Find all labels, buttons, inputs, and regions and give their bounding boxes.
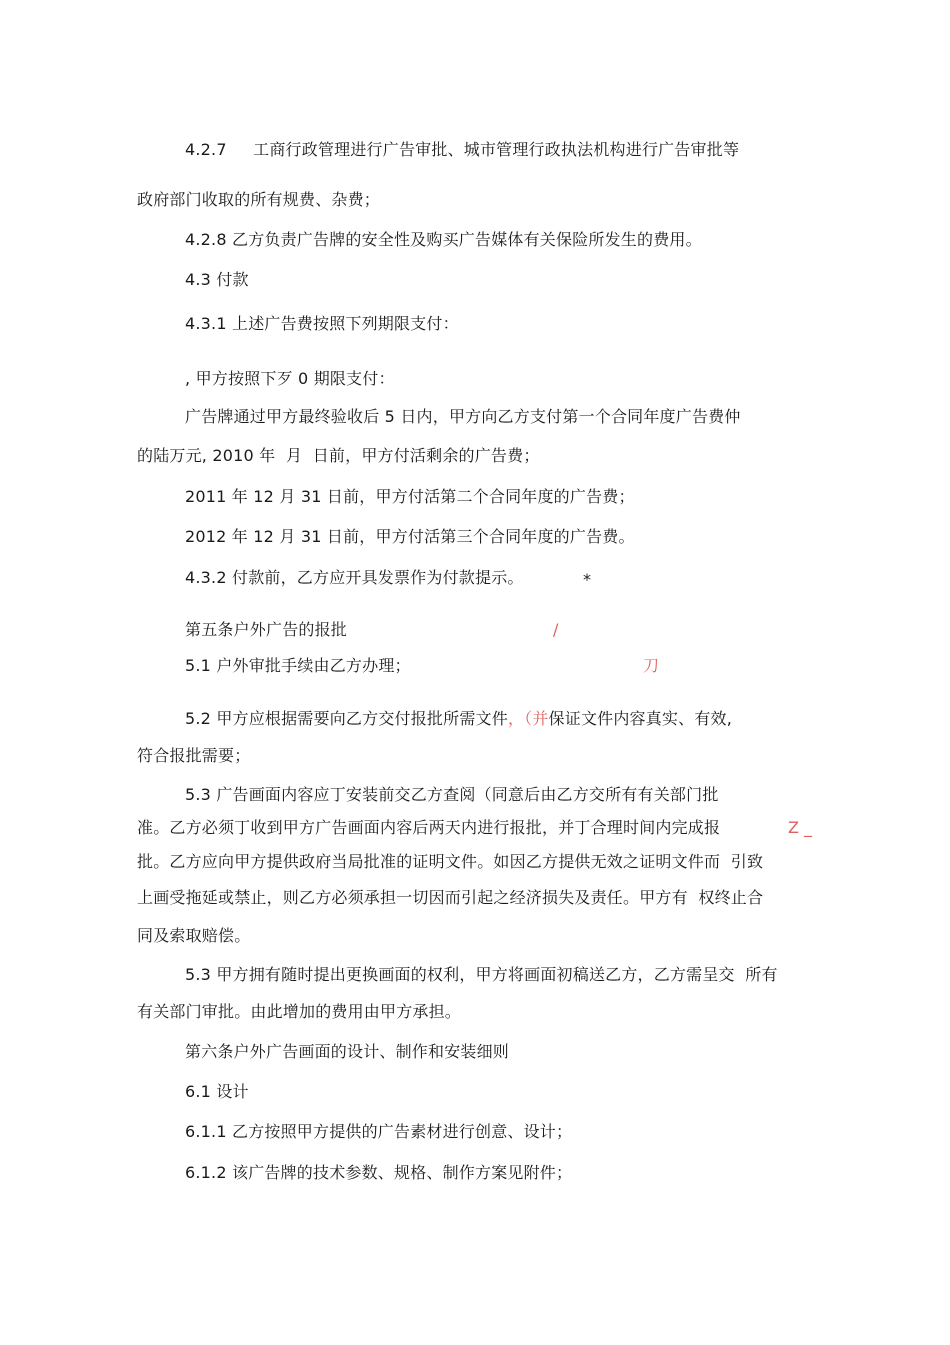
clause-4-3-2: 4.3.2 付款前，乙方应开具发票作为付款提示。 <box>185 568 524 587</box>
clause-5-3-line3: 批。乙方应向甲方提供政府当局批准的证明文件。如因乙方提供无效之证明文件而 引致 <box>137 852 764 871</box>
clause-5-3-b: 5.3 甲方拥有随时提出更换画面的权利，甲方将画面初稿送乙方，乙方需呈交 所有 <box>185 965 778 984</box>
clause-4-2-7-cont: 政府部门收取的所有规费、杂费； <box>137 190 381 209</box>
section-4-3: 4.3 付款 <box>185 270 249 289</box>
clause-6-1-1: 6.1.1 乙方按照甲方提供的广告素材进行创意、设计； <box>185 1122 573 1141</box>
payment-line-1: 广告牌通过甲方最终验收后 5 日内，甲方向乙方支付第一个合同年度广告费仲 <box>185 407 741 426</box>
clause-4-3-1: 4.3.1 上述广告费按照下列期限支付： <box>185 314 459 333</box>
clause-6-1-2: 6.1.2 该广告牌的技术参数、规格、制作方案见附件； <box>185 1163 573 1182</box>
clause-5-1: 5.1 户外审批手续由乙方办理； <box>185 656 411 675</box>
clause-4-2-8: 4.2.8 乙方负责广告牌的安全性及购买广告媒体有关保险所发生的费用。 <box>185 230 702 249</box>
dao-mark: 刀 <box>643 656 660 675</box>
payment-line-2012: 2012 年 12 月 31 日前，甲方付活第三个合同年度的广告费。 <box>185 527 635 546</box>
z-mark: Z _ <box>788 818 813 837</box>
clause-5-3-b-cont: 有关部门审批。由此增加的费用由甲方承担。 <box>137 1002 462 1021</box>
slash-mark: / <box>553 620 559 639</box>
article-6-heading: 第六条户外广告画面的设计、制作和安装细则 <box>185 1042 510 1061</box>
article-5-heading: 第五条户外广告的报批 <box>185 620 348 639</box>
clause-5-3: 5.3 广告画面内容应丁安装前交乙方查阅（同意后由乙方交所有有关部门批 <box>185 785 719 804</box>
clause-5-3-line2: 准。乙方必须丁收到甲方广告画面内容后两天内进行报批，并丁合理时间内完成报 <box>137 818 721 837</box>
clause-4-2-7: 4.2.7 工商行政管理进行广告审批、城市管理行政执法机构进行广告审批等 <box>185 140 740 159</box>
clause-5-2-cont: 符合报批需要； <box>137 746 251 765</box>
clause-5-3-line4: 上画受拖延或禁止，则乙方必须承担一切因而引起之经济损失及责任。甲方有 权终止合 <box>137 888 764 907</box>
clause-5-2-red-mark: ，（并 <box>507 709 549 728</box>
clause-5-3-line5: 同及索取赔偿。 <box>137 926 251 945</box>
clause-5-2 <box>185 709 732 729</box>
clause-5-2-part1: 5.2 甲方应根据需要向乙方交付报批所需文件 <box>185 709 508 728</box>
payment-line-1-cont: 的陆万元, 2010 年 月 日前，甲方付活剩余的广告费； <box>137 446 540 465</box>
asterisk-mark: * <box>583 570 591 589</box>
payment-line-2011: 2011 年 12 月 31 日前，甲方付活第二个合同年度的广告费； <box>185 487 635 506</box>
clause-5-2-part2: 保证文件内容真实、有效, <box>548 709 733 728</box>
payment-intro: , 甲方按照下歹 0 期限支付： <box>185 369 395 388</box>
section-6-1: 6.1 设计 <box>185 1082 249 1101</box>
